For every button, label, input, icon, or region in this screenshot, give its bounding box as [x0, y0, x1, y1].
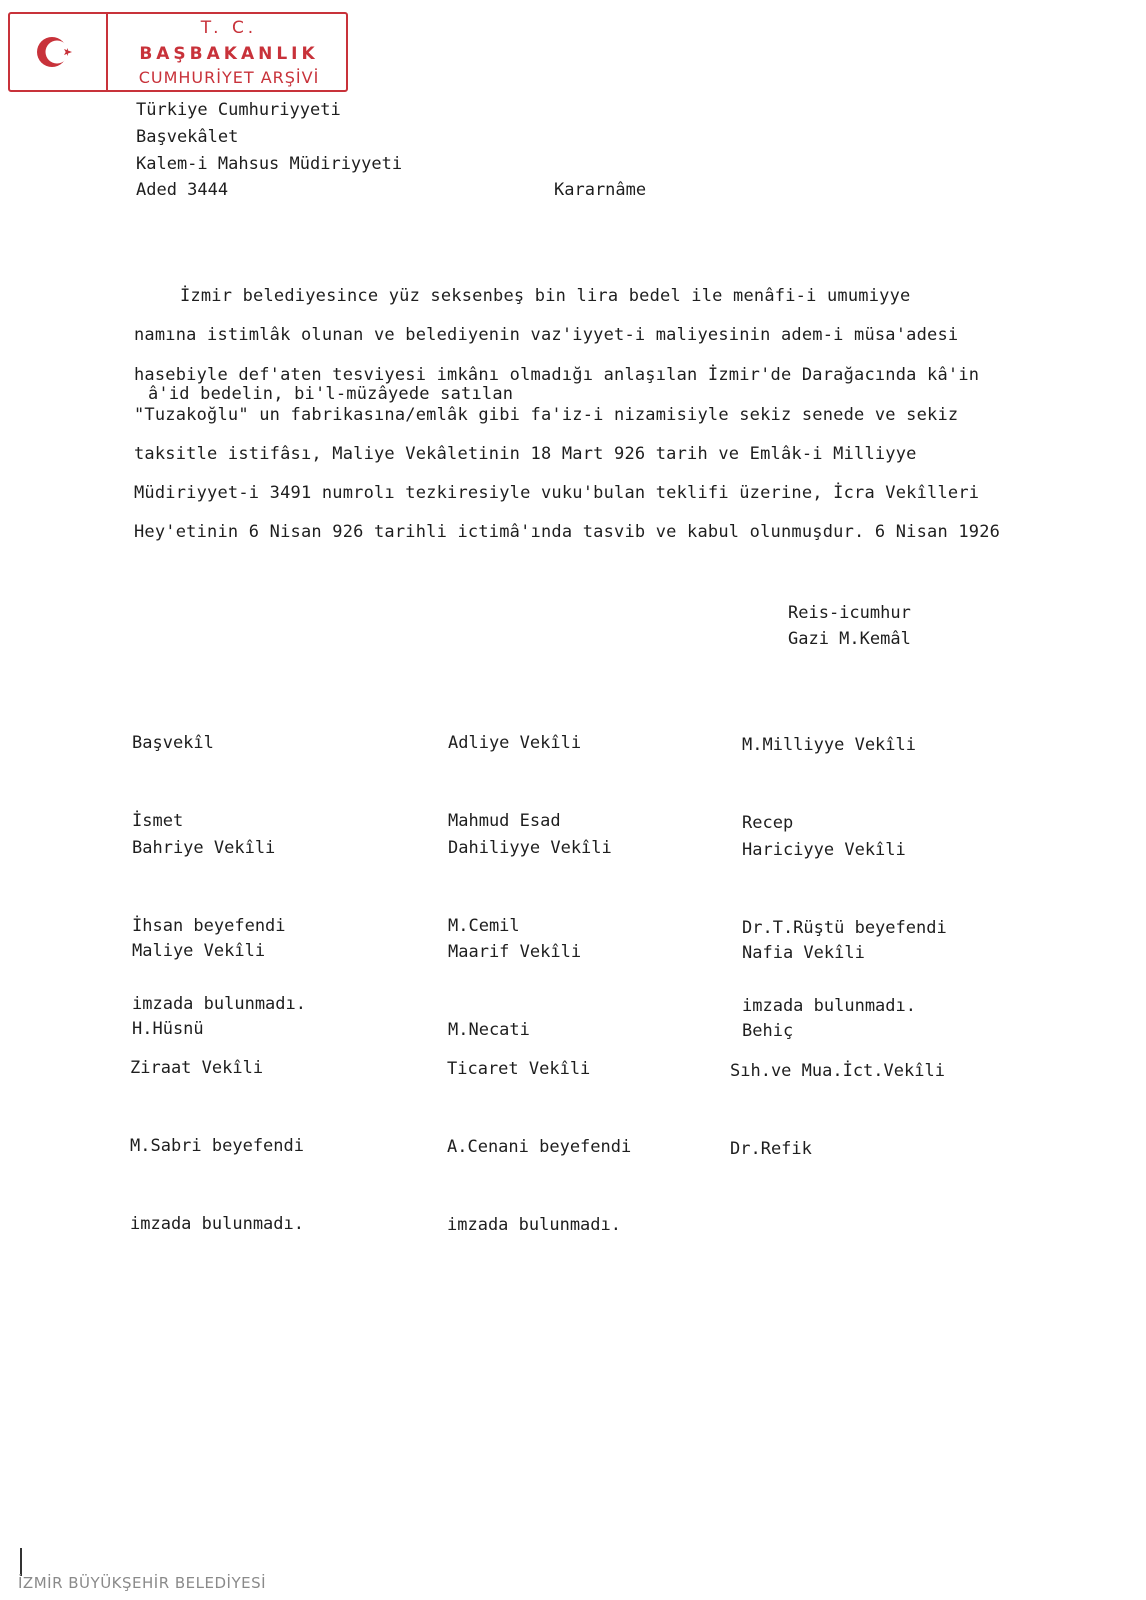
- body-line-4: "Tuzakoğlu" un fabrikasına/emlâk gibi fa'iz-i nizamisiyle sekiz senede ve sekiz: [134, 405, 959, 425]
- body-line-5: taksitle istifâsı, Maliye Vekâletinin 18 Mart 926 tarih ve Emlâk-i Milliyye: [134, 444, 917, 464]
- body-line-1: İzmir belediyesince yüz seksenbeş bin lira bedel ile menâfi-i umumiyye: [180, 286, 911, 306]
- document-type: Kararnâme: [554, 180, 647, 200]
- signature-title: Maliye Vekîli: [132, 941, 266, 961]
- signature-name: İhsan beyefendi: [132, 916, 286, 936]
- signature-title: Ziraat Vekîli: [130, 1058, 264, 1078]
- body-line-3: hasebiyle def'aten tesviyesi imkânı olmadığı anlaşılan İzmir'de Darağacında kâ'in: [134, 365, 980, 385]
- signature-name: A.Cenani beyefendi: [447, 1137, 632, 1157]
- archive-stamp: [8, 12, 348, 92]
- signature-name: M.Cemil: [448, 916, 520, 936]
- signature-title: Sıh.ve Mua.İct.Vekîli: [730, 1061, 945, 1081]
- body-line-3-insert: â'id bedelin, bi'l-müzâyede satılan: [148, 384, 514, 404]
- body-line-2: namına istimlâk olunan ve belediyenin vaz'iyyet-i maliyesinin adem-i müsa'adesi: [134, 325, 959, 345]
- president-name: Gazi M.Kemâl: [788, 629, 911, 649]
- signature-name: Behiç: [742, 1021, 794, 1041]
- header-number: Aded 3444: [136, 180, 229, 200]
- signature-name: Dr.Refik: [730, 1139, 812, 1159]
- signature-name: H.Hüsnü: [132, 1019, 204, 1039]
- header-office: Başvekâlet: [136, 127, 239, 147]
- signature-title: M.Milliyye Vekîli: [742, 735, 916, 755]
- signature-note: imzada bulunmadı.: [130, 1214, 304, 1234]
- signature-title: Başvekîl: [132, 733, 214, 753]
- signature-title: Adliye Vekîli: [448, 733, 582, 753]
- signature-name: M.Necati: [448, 1020, 530, 1040]
- president-title: Reis-icumhur: [788, 603, 911, 623]
- signature-title: Bahriye Vekîli: [132, 838, 276, 858]
- stamp-tc: T. C.: [200, 18, 258, 38]
- signature-name: Dr.T.Rüştü beyefendi: [742, 918, 947, 938]
- stamp-title: BAŞBAKANLIK: [139, 44, 319, 64]
- signature-note: imzada bulunmadı.: [447, 1215, 621, 1235]
- signature-name: Recep: [742, 813, 794, 833]
- signature-block: [447, 1004, 631, 1290]
- footer-watermark: İZMİR BÜYÜKŞEHİR BELEDİYESİ: [18, 1574, 267, 1592]
- header-department: Kalem-i Mahsus Müdiriyyeti: [136, 154, 403, 174]
- signature-note: imzada bulunmadı.: [742, 996, 916, 1016]
- signature-name: İsmet: [132, 811, 184, 831]
- signature-name: Mahmud Esad: [448, 811, 561, 831]
- signature-title: Nafia Vekîli: [742, 943, 865, 963]
- stamp-subtitle: CUMHURİYET ARŞİVİ: [138, 68, 320, 87]
- body-line-7: Hey'etinin 6 Nisan 926 tarihli ictimâ'ında tasvib ve kabul olunmuşdur. 6 Nisan 1926: [134, 522, 1001, 542]
- signature-title: Maarif Vekîli: [448, 942, 582, 962]
- body-line-6: Müdiriyyet-i 3491 numrolı tezkiresiyle vuku'bulan teklifi üzerine, İcra Vekîlleri: [134, 483, 980, 503]
- crescent-star-icon: [10, 14, 108, 90]
- signature-title: Dahiliyye Vekîli: [448, 838, 612, 858]
- signature-title: Ticaret Vekîli: [447, 1059, 591, 1079]
- header-country: Türkiye Cumhuriyyeti: [136, 100, 341, 120]
- signature-note: imzada bulunmadı.: [132, 994, 306, 1014]
- margin-mark: [20, 1548, 22, 1576]
- signature-name: M.Sabri beyefendi: [130, 1136, 304, 1156]
- signature-title: Hariciyye Vekîli: [742, 840, 906, 860]
- signature-block: [730, 1006, 945, 1214]
- signature-block: [130, 1003, 304, 1289]
